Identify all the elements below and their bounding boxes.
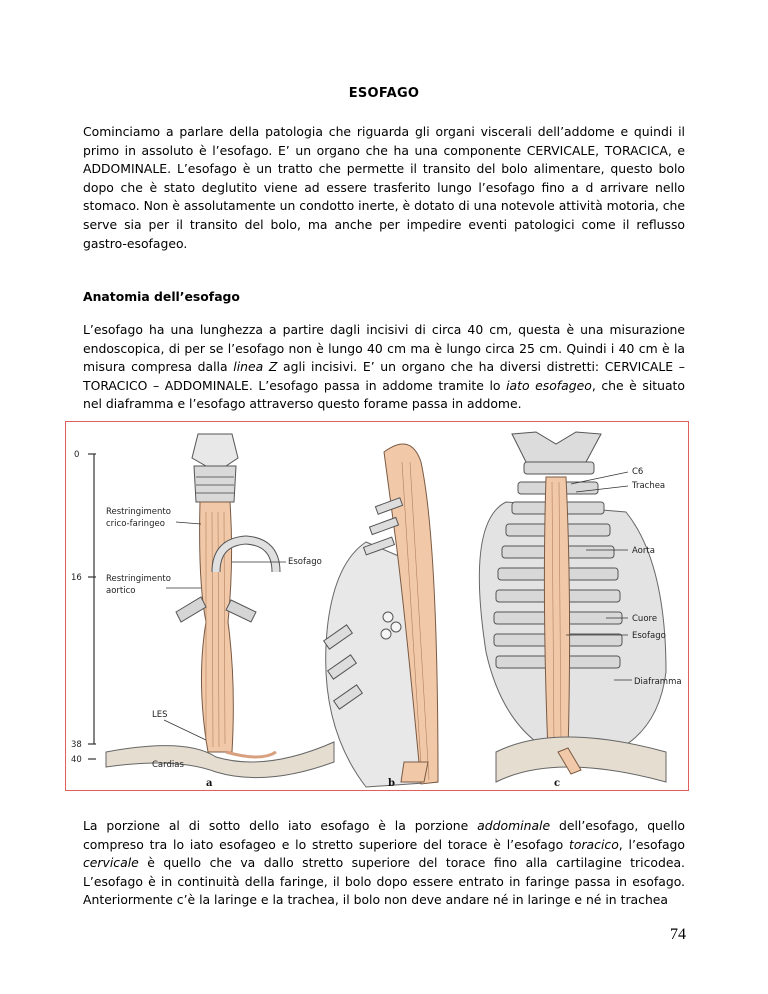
cervicale-term: cervicale: [83, 855, 139, 871]
bottom-paragraph: La porzione al di sotto dello iato esofago è la porzione addominale dell’esofago, quello compreso tra lo iato esofageo e lo stretto superiore del torace è l’esofago toracico, l’esofago cervicale è quello che va dallo stretto superiore del torace fino alla cartilagine tricodea. L’esofago è in continuità della faringe, il bolo dopo essere entrato in faringe passa in esofago. Anteriormente c’è la laringe e la trachea, il bolo non deve andare né in laringe e né in trachea: [83, 818, 686, 908]
esophagus-anatomy-figure: [65, 421, 689, 791]
label-trachea: Trachea: [632, 481, 666, 491]
label-crico-1: Restringimento: [106, 507, 171, 517]
length-scale: [71, 450, 96, 765]
scale-tick-38: 38: [71, 740, 82, 750]
scale-tick-16: 16: [71, 573, 82, 583]
toracico-term: toracico: [569, 836, 619, 852]
scale-tick-0: 0: [74, 450, 80, 460]
linea-z-term: linea Z: [233, 359, 278, 375]
label-aortico-1: Restringimento: [106, 574, 171, 584]
addominale-term: addominale: [477, 818, 551, 833]
scale-tick-40: 40: [71, 755, 82, 765]
label-c6: C6: [632, 467, 644, 477]
label-aortico-2: aortico: [106, 586, 136, 596]
panel-a-letter: a: [206, 778, 213, 789]
label-crico-2: crico-faringeo: [106, 519, 165, 529]
page-number: 74: [670, 926, 686, 943]
label-esofago-c: Esofago: [632, 631, 666, 641]
figure-illustration: [66, 422, 690, 792]
label-esofago-a: Esofago: [288, 557, 322, 567]
label-cardias: Cardias: [152, 760, 184, 770]
label-diaframma: Diaframma: [634, 677, 682, 687]
intro-paragraph: Cominciamo a parlare della patologia che riguarda gli organi viscerali dell’addome e quindi il primo in assoluto è l’esofago. E’ un organo che ha una componente CERVICALE, TORACICA, e ADDOMINALE. L’esofago è un tratto che permette il transito del bolo alimentare, questo bolo dopo che è stato deglutito viene ad essere trasferito lungo l’esofago fino a d arrivare nello stomaco. Non è assolutamente un condotto inerte, è dotato di una notevole attività motoria, che serve sia per il transito del bolo, ma anche per impedire eventi patologici come il reflusso gastro-esofageo.: [83, 124, 686, 251]
label-cuore: Cuore: [632, 614, 658, 624]
anatomy-paragraph: L’esofago ha una lunghezza a partire dagli incisivi di circa 40 cm, questa è una misurazione endoscopica, di per se l’esofago non è lungo 40 cm ma è lungo circa 25 cm. Quindi i 40 cm è la misura compresa dalla linea Z agli incisivi. E’ un organo che ha diversi distretti: CERVICALE – TORACICO – ADDOMINALE. L’esofago passa in addome tramite lo iato esofageo, che è situato nel diaframma e l’esofago attraverso questo forame passa in addome.: [83, 322, 685, 412]
iato-term: iato esofageo: [506, 377, 592, 393]
panel-c-letter: c: [554, 778, 561, 789]
panel-a-drawing: [106, 434, 334, 778]
label-les: LES: [152, 710, 168, 720]
panel-b-drawing: [324, 444, 438, 787]
panel-b-letter: b: [388, 778, 395, 789]
section-heading: Anatomia dell’esofago: [83, 289, 240, 304]
label-aorta: Aorta: [632, 546, 655, 556]
page-title: ESOFAGO: [348, 86, 420, 101]
